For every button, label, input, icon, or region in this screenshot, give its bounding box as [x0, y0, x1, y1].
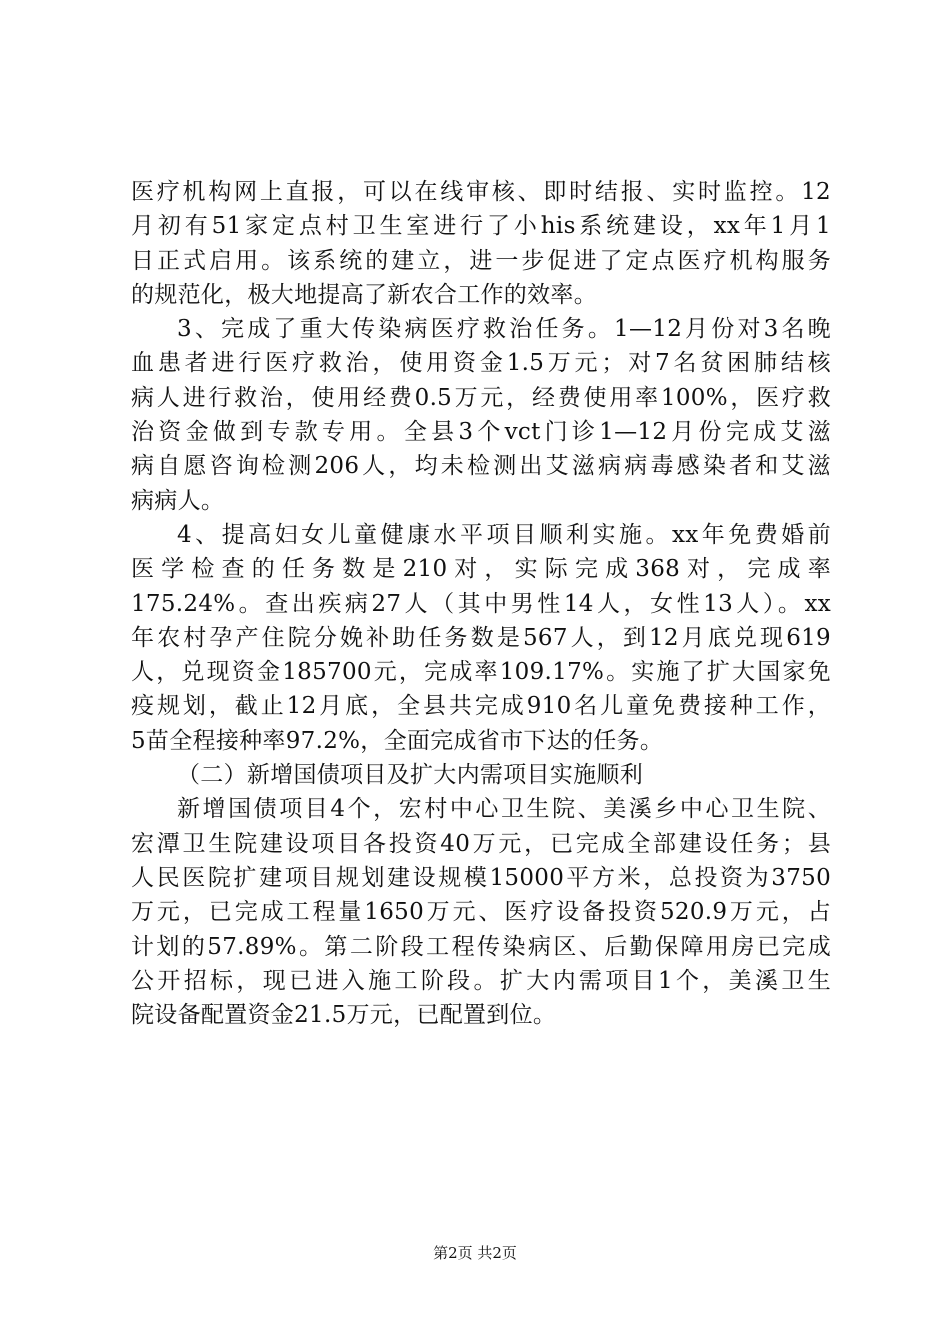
text-line: （二）新增国债项目及扩大内需项目实施顺利 — [177, 762, 643, 789]
text-line: 宏潭卫生院建设项目各投资40万元，已完成全部建设任务；县 — [131, 830, 831, 857]
text-line: 人民医院扩建项目规划建设规模15000平方米，总投资为3750 — [131, 864, 831, 891]
text-line: 病病人。 — [131, 487, 225, 514]
text-line: 计划的57.89%。第二阶段工程传染病区、后勤保障用房已完成 — [131, 933, 831, 960]
text-line: 日正式启用。该系统的建立，进一步促进了定点医疗机构服务 — [131, 247, 831, 274]
text-line: 疫规划，截止12月底，全县共完成910名儿童免费接种工作， — [131, 693, 831, 720]
text-line: 病自愿咨询检测206人，均未检测出艾滋病病毒感染者和艾滋 — [131, 453, 831, 480]
text-line: 治资金做到专款专用。全县3个vct门诊1—12月份完成艾滋 — [131, 419, 831, 446]
body-text — [131, 175, 831, 1032]
page-footer: 第2页 共2页 — [433, 1244, 517, 1262]
text-line: 医学检查的任务数是210对，实际完成368对，完成率 — [131, 556, 831, 583]
text-line: 病人进行救治，使用经费0.5万元，经费使用率100%，医疗救 — [131, 384, 831, 411]
text-line: 院设备配置资金21.5万元，已配置到位。 — [131, 1002, 557, 1029]
text-line: 年农村孕产住院分娩补助任务数是567人，到12月底兑现619 — [131, 624, 831, 651]
text-line: 的规范化，极大地提高了新农合工作的效率。 — [131, 281, 597, 308]
text-line: 3、完成了重大传染病医疗救治任务。1—12月份对3名晚 — [177, 316, 831, 343]
text-line: 新增国债项目4个，宏村中心卫生院、美溪乡中心卫生院、 — [177, 796, 831, 823]
text-line: 4、提高妇女儿童健康水平项目顺利实施。xx年免费婚前 — [177, 521, 831, 548]
text-line: 公开招标，现已进入施工阶段。扩大内需项目1个，美溪卫生 — [131, 967, 831, 994]
text-line: 万元，已完成工程量1650万元、医疗设备投资520.9万元，占 — [131, 899, 831, 926]
text-line: 医疗机构网上直报，可以在线审核、即时结报、实时监控。12 — [131, 179, 831, 205]
text-line: 5苗全程接种率97.2%，全面完成省市下达的任务。 — [131, 727, 664, 754]
text-line: 月初有51家定点村卫生室进行了小his系统建设，xx年1月1 — [131, 213, 831, 240]
text-line: 175.24%。查出疾病27人（其中男性14人，女性13人）。xx — [131, 590, 831, 617]
text-line: 血患者进行医疗救治，使用资金1.5万元；对7名贫困肺结核 — [131, 350, 831, 377]
text-line: 人，兑现资金185700元，完成率109.17%。实施了扩大国家免 — [131, 659, 831, 686]
